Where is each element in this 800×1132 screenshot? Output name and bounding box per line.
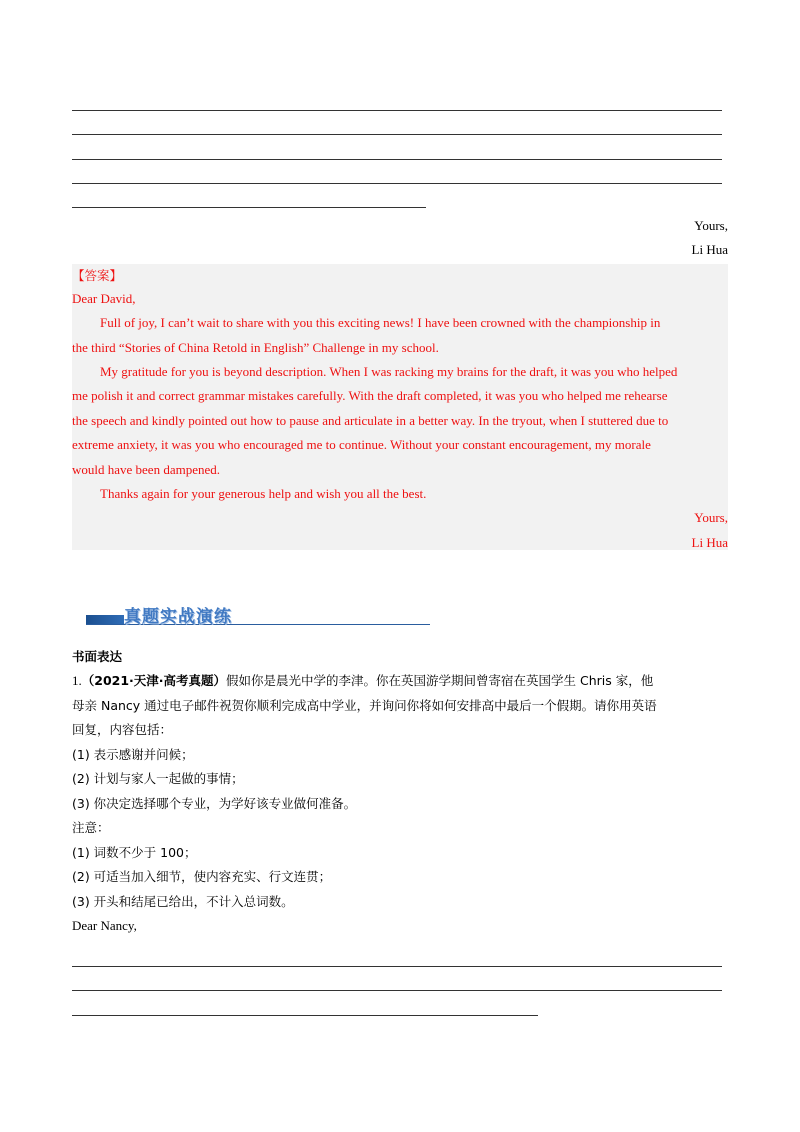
notes-label: 注意：: [72, 820, 110, 835]
answer-line: the third “Stories of China Retold in English” Challenge in my school.: [72, 340, 439, 355]
exercise-prompt-text: 假如你是晨光中学的李津。你在英国游学期间曾寄宿在英国学生 Chris 家，他: [226, 673, 654, 688]
writing-line: [72, 966, 722, 967]
exercise-prompt-line: 母亲 Nancy 通过电子邮件祝贺你顺利完成高中学业，并询问你将如何安排高中最后一个假期。请你用英语: [72, 698, 657, 713]
letter-salutation: Dear Nancy,: [72, 918, 137, 933]
writing-line: [72, 110, 722, 111]
writing-line: [72, 990, 722, 991]
exercise-source: （2021·天津·高考真题）: [81, 673, 227, 688]
answer-salutation: Dear David,: [72, 291, 136, 306]
answer-closing: Yours,: [694, 510, 728, 525]
answer-line: Full of joy, I can’t wait to share with you this exciting news! I have been crowned with the championship in: [100, 315, 661, 330]
answer-line: Thanks again for your generous help and wish you all the best.: [100, 486, 427, 501]
note-item: (3) 开头和结尾已给出，不计入总词数。: [72, 894, 294, 909]
letter-closing: Yours,: [694, 218, 728, 233]
section-title: 真题实战演练: [124, 607, 232, 627]
writing-line: [72, 134, 722, 135]
letter-signature: Li Hua: [691, 242, 728, 257]
exercise-category: 书面表达: [72, 649, 123, 664]
writing-line: [72, 1015, 538, 1016]
writing-line: [72, 183, 722, 184]
writing-line: [72, 159, 722, 160]
exercise-prompt-line: 回复，内容包括：: [72, 722, 173, 737]
answer-line: would have been dampened.: [72, 462, 221, 477]
answer-line: My gratitude for you is beyond description. When I was racking my brains for the draft, it was you who helped: [100, 364, 678, 379]
content-item: (3) 你决定选择哪个专业，为学好该专业做何准备。: [72, 796, 357, 811]
answer-tag: 【答案】: [72, 268, 123, 283]
answer-signature: Li Hua: [691, 535, 728, 550]
answer-line: extreme anxiety, it was you who encouraged me to continue. Without your constant encouragement, my morale: [72, 437, 651, 452]
note-item: (2) 可适当加入细节，使内容充实、行文连贯；: [72, 869, 332, 884]
writing-line: [72, 207, 426, 208]
answer-line: me polish it and correct grammar mistakes carefully. With the draft completed, it was you who helped me rehearse: [72, 388, 668, 403]
answer-line: the speech and kindly pointed out how to pause and articulate in a better way. In the tryout, when I stuttered due to: [72, 413, 669, 428]
section-heading: [86, 602, 430, 628]
note-item: (1) 词数不少于 100；: [72, 845, 197, 860]
content-item: (2) 计划与家人一起做的事情；: [72, 771, 244, 786]
exercise-number: 1.: [72, 673, 82, 688]
content-item: (1) 表示感谢并问候；: [72, 747, 194, 762]
answer-box: [72, 264, 728, 550]
exercise-prompt-line: [72, 669, 653, 693]
